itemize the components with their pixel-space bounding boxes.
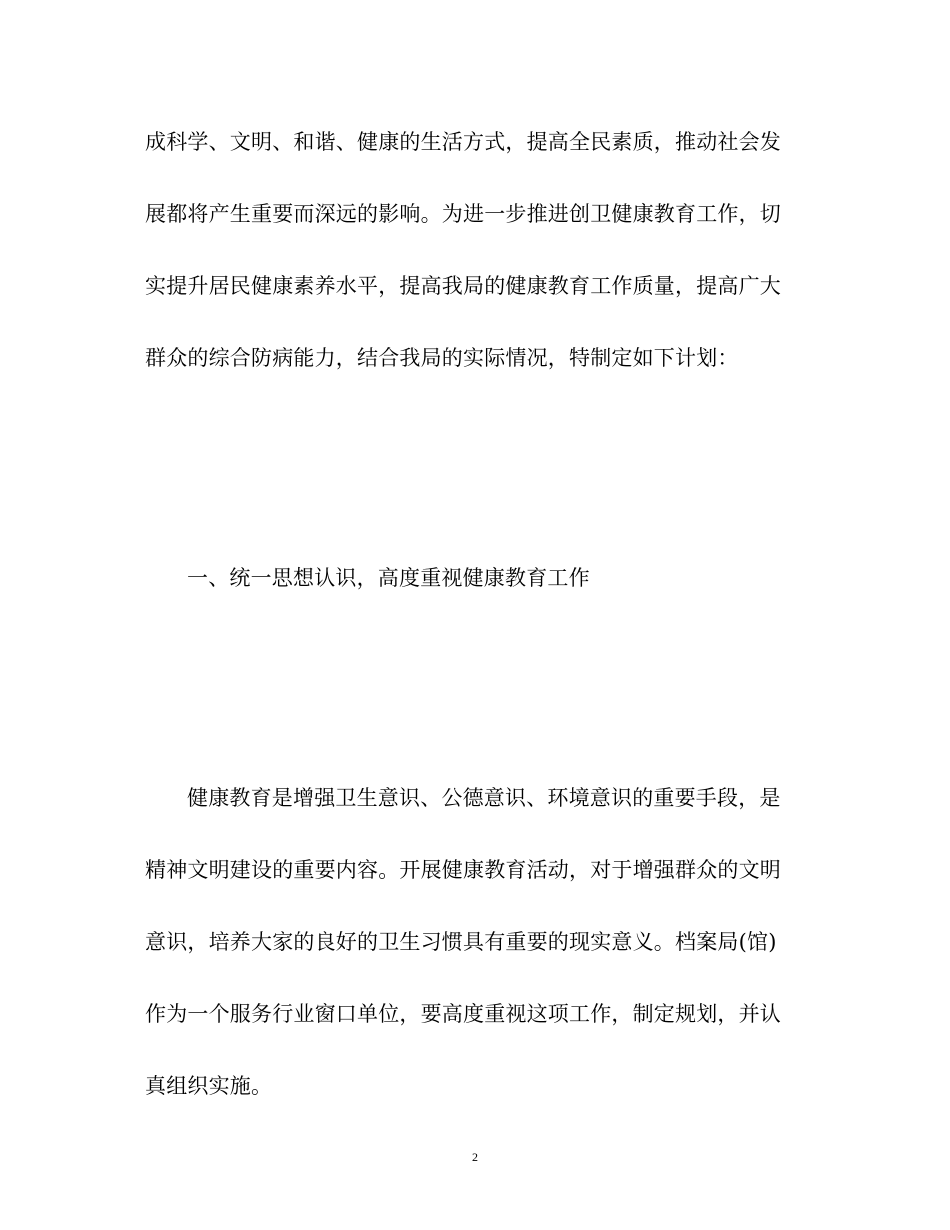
- section-heading-1: 一、统一思想认识，高度重视健康教育工作: [187, 566, 590, 590]
- paragraph-1-line-4: 群众的综合防病能力，结合我局的实际情况，特制定如下计划：: [145, 346, 739, 370]
- paragraph-2-line-2: 精神文明建设的重要内容。开展健康教育活动，对于增强群众的文明: [145, 858, 781, 882]
- paragraph-1-line-1: 成科学、文明、和谐、健康的生活方式，提高全民素质，推动社会发: [145, 130, 781, 154]
- paragraph-1-line-3: 实提升居民健康素养水平，提高我局的健康教育工作质量，提高广大: [145, 274, 781, 298]
- paragraph-2-line-1: 健康教育是增强卫生意识、公德意识、环境意识的重要手段，是: [187, 786, 781, 810]
- paragraph-2-line-5: 真组织实施。: [145, 1074, 273, 1098]
- paragraph-2-line-3: 意识，培养大家的良好的卫生习惯具有重要的现实意义。档案局(馆): [145, 930, 777, 954]
- paragraph-1-line-2: 展都将产生重要而深远的影响。为进一步推进创卫健康教育工作，切: [145, 202, 781, 226]
- page-number: 2: [472, 1150, 478, 1164]
- paragraph-2-line-4: 作为一个服务行业窗口单位，要高度重视这项工作，制定规划，并认: [145, 1002, 781, 1026]
